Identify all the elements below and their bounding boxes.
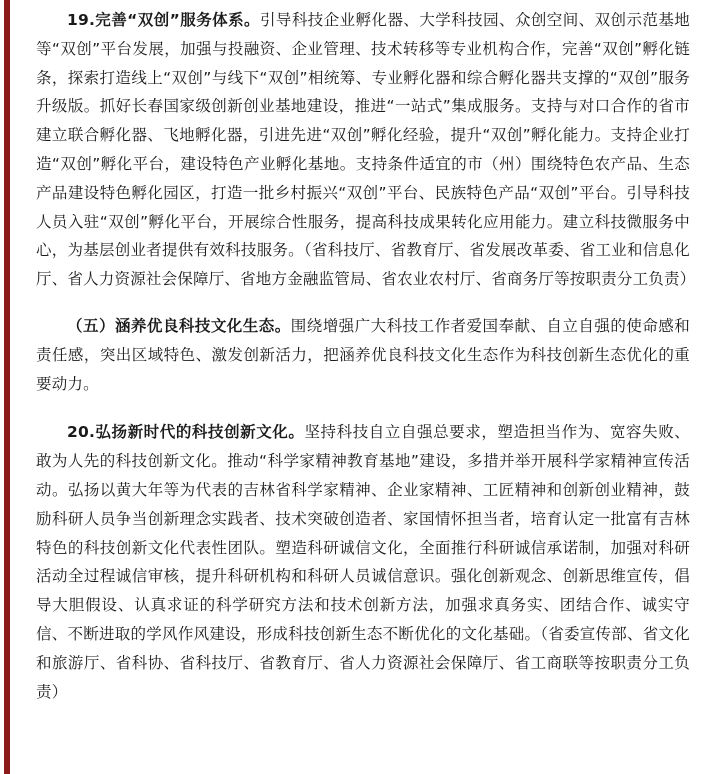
article-body <box>36 6 696 706</box>
paragraph-item-20 <box>36 418 690 706</box>
paragraph-section-5 <box>36 312 690 398</box>
paragraph-body: 引导科技企业孵化器、大学科技园、众创空间、双创示范基地等“双创”平台发展，加强与投融资、企业管理、技术转移等专业机构合作，完善“双创”孵化链条，探索打造线上“双创”与线下“双创”相统筹、专业孵化器和综合孵化器共支撑的“双创”服务升级版。抓好长春国家级创新创业基地建设，推进“一站式”集成服务。支持与对口合作的省市建立联合孵化器、飞地孵化器，引进先进“双创”孵化经验，提升“双创”孵化能力。支持企业打造“双创”孵化平台，建设特色产业孵化基地。支持条件适宜的市（州）围绕特色农产品、生态产品建设特色孵化园区，打造一批乡村振兴“双创”平台、民族特色产品“双创”平台。引导科技人员入驻“双创”孵化平台，开展综合性服务，提高科技成果转化应用能力。建立科技微服务中心，为基层创业者提供有效科技服务。（省科技厅、省教育厅、省发展改革委、省工业和信息化厅、省人力资源社会保障厅、省地方金融监管局、省农业农村厅、省商务厅等按职责分工负责） <box>36 11 696 289</box>
paragraph-body: 坚持科技自立自强总要求，塑造担当作为、宽容失败、敢为人先的科技创新文化。推动“科学家精神教育基地”建设，多措并举开展科学家精神宣传活动。弘扬以黄大年等为代表的吉林省科学家精神、企业家精神、工匠精神和创新创业精神，鼓励科研人员争当创新理念实践者、技术突破创造者、家国情怀担当者，培育认定一批富有吉林特色的科技创新文化代表性团队。塑造科研诚信文化，全面推行科研诚信承诺制，加强对科研活动全过程诚信审核，提升科研机构和科研人员诚信意识。强化创新观念、创新思维宣传，倡导大胆假设、认真求证的科学研究方法和技术创新方法，加强求真务实、团结合作、诚实守信、不断进取的学风作风建设，形成科技创新生态不断优化的文化基础。（省委宣传部、省文化和旅游厅、省科协、省科技厅、省教育厅、省人力资源社会保障厅、省工商联等按职责分工负责） <box>36 423 690 701</box>
paragraph-lead: 20.弘扬新时代的科技创新文化。 <box>67 423 305 442</box>
left-accent-rule <box>4 0 10 774</box>
paragraph-item-19 <box>36 6 696 294</box>
paragraph-body: 围绕增强广大科技工作者爱国奉献、自立自强的使命感和责任感，突出区域特色、激发创新活力，把涵养优良科技文化生态作为科技创新生态优化的重要动力。 <box>36 316 690 393</box>
paragraph-lead: 19.完善“双创”服务体系。 <box>67 11 260 29</box>
paragraph-lead: （五）涵养优良科技文化生态。 <box>67 316 291 335</box>
